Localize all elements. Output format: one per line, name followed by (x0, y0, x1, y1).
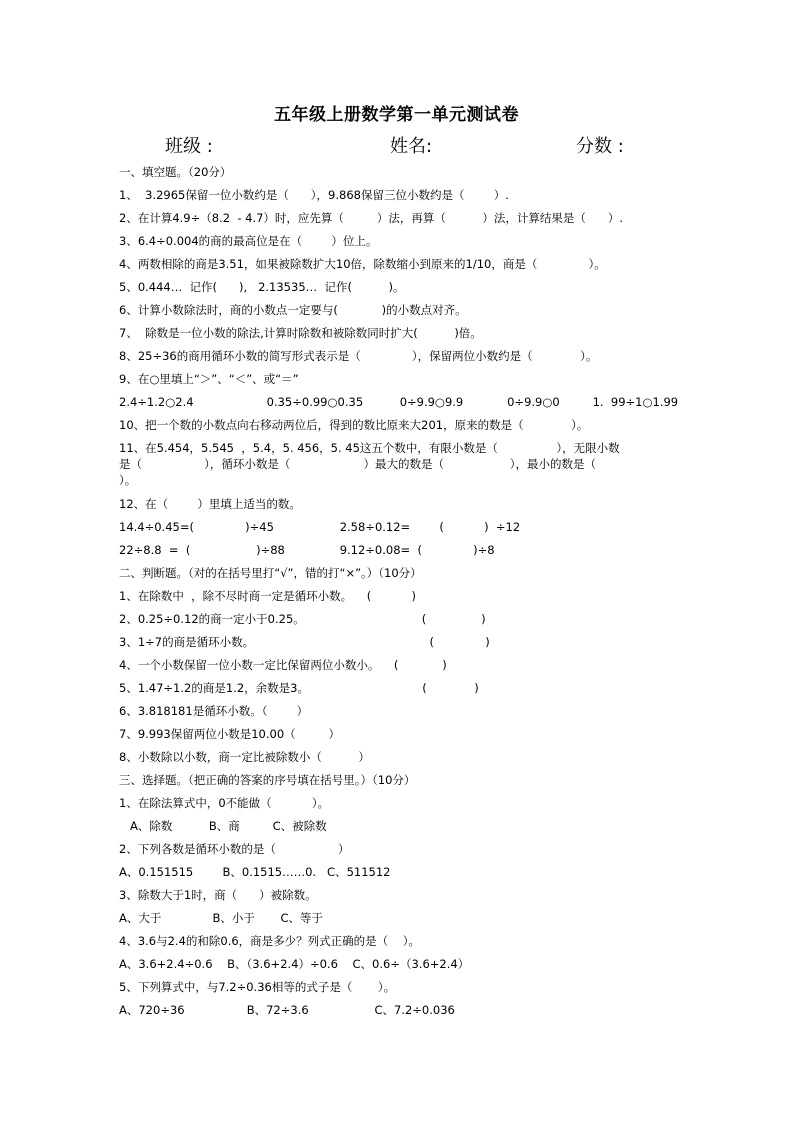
question-line: 2.4÷1.2○2.4 0.35÷0.99○0.35 0÷9.9○9.9 0÷9.9○0 1. 99÷1○1.99 (119, 395, 679, 409)
question-line: 是（ ），循环小数是（ ）最大的数是（ ），最小的数是（ (119, 457, 597, 471)
question-line: 10、把一个数的小数点向右移动两位后，得到的数比原来大201，原来的数是（ ）。 (119, 418, 589, 432)
section-judge-heading: 二、判断题。（对的在括号里打“√”，错的打“×”。）（10分） (119, 566, 422, 580)
option-line: A、0.151515 B、0.1515……0. C、511512 (119, 865, 391, 879)
question-line: 2、0.25÷0.12的商一定小于0.25。 ( ) (119, 612, 486, 626)
question-line: 6、计算小数除法时，商的小数点一定要与( )的小数点对齐。 (119, 303, 467, 317)
question-line: 7、 除数是一位小数的除法,计算时除数和被除数同时扩大( )倍。 (119, 326, 482, 340)
class-label: 班级 : (165, 136, 213, 157)
question-line: 4、一个小数保留一位小数一定比保留两位小数小。 ( ) (119, 658, 447, 672)
page-title: 五年级上册数学第一单元测试卷 (274, 105, 519, 125)
question-line: 4、两数相除的商是3.51，如果被除数扩大10倍，除数缩小到原来的1/10，商是（ ）。 (119, 257, 606, 271)
question-line: ）。 (119, 473, 137, 487)
question-line: 11、在5.454，5.545 ，5.4，5. 456，5. 45这五个数中，有限小数是（ ），无限小数 (119, 441, 620, 455)
question-line: 8、小数除以小数，商一定比被除数小（ ） (119, 750, 370, 764)
question-line: 3、1÷7的商是循环小数。 ( ) (119, 635, 490, 649)
question-line: 3、除数大于1时，商（ ）被除数。 (119, 888, 317, 902)
option-line: A、除数 B、商 C、被除数 (119, 819, 327, 833)
question-line: 1、在除数中 ，除不尽时商一定是循环小数。 ( ) (119, 589, 416, 603)
question-line: 4、3.6与2.4的和除0.6，商是多少？列式正确的是（ ）。 (119, 934, 421, 948)
score-label: 分数 : (576, 136, 624, 157)
question-line: 9、在○里填上“＞”、“＜”、或“＝” (119, 372, 299, 386)
question-line: 5、1.47÷1.2的商是1.2，余数是3。 ( ) (119, 681, 479, 695)
option-line: A、720÷36 B、72÷3.6 C、7.2÷0.036 (119, 1003, 455, 1017)
question-line: 5、0.444… 记作( ), 2.13535… 记作( )。 (119, 280, 405, 294)
question-line: 5、下列算式中，与7.2÷0.36相等的式子是（ ）。 (119, 980, 396, 994)
question-line: 12、在（ ）里填上适当的数。 (119, 497, 301, 511)
question-line: 6、3.818181是循环小数。（ ） (119, 704, 309, 718)
question-line: 1、 3.2965保留一位小数约是（ ），9.868保留三位小数约是（ ）. (119, 188, 509, 202)
question-line: 14.4÷0.45=( )÷45 2.58÷0.12= ( ) ÷12 (119, 520, 521, 534)
question-line: 1、在除法算式中，0不能做（ ）。 (119, 796, 330, 810)
option-line: A、大于 B、小于 C、等于 (119, 911, 324, 925)
question-line: 2、下列各数是循环小数的是（ ） (119, 842, 350, 856)
section-fill-in-heading: 一、填空题。（20分） (119, 165, 232, 179)
question-line: 2、在计算4.9÷（8.2 - 4.7）时，应先算（ ）法，再算（ ）法，计算结果是（ ）. (119, 211, 623, 225)
name-label: 姓名: (390, 136, 433, 157)
question-line: 8、25÷36的商用循环小数的简写形式表示是（ ），保留两位小数约是（ ）。 (119, 349, 598, 363)
question-line: 22÷8.8 = ( )÷88 9.12÷0.08= ( )÷8 (119, 543, 495, 557)
question-line: 3、6.4÷0.004的商的最高位是在（ ）位上。 (119, 234, 378, 248)
section-choice-heading: 三、选择题。（把正确的答案的序号填在括号里。）（10分） (119, 773, 416, 787)
question-line: 7、9.993保留两位小数是10.00（ ） (119, 727, 341, 741)
option-line: A、3.6+2.4÷0.6 B、（3.6+2.4）÷0.6 C、0.6÷（3.6+2.4） (119, 957, 470, 971)
